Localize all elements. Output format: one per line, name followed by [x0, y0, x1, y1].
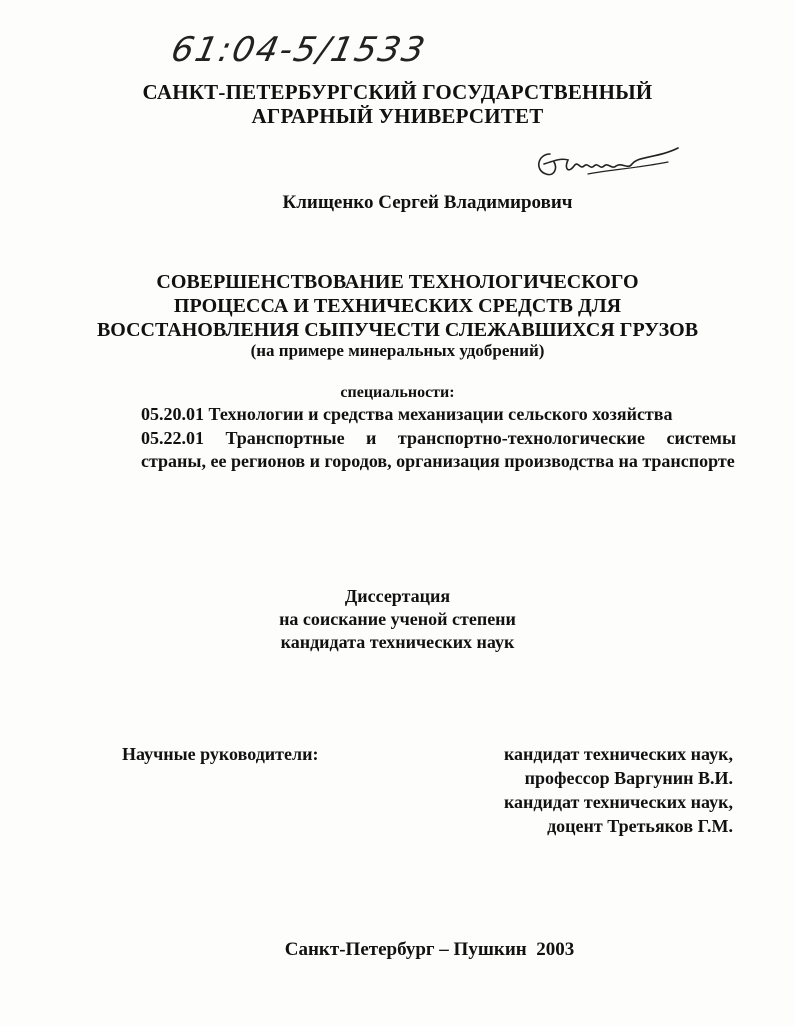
university-line-2: АГРАРНЫЙ УНИВЕРСИТЕТ — [251, 104, 544, 128]
signature — [528, 140, 688, 190]
advisor-2-name: доцент Третьяков Г.М. — [547, 816, 733, 836]
specialty-item-1: 05.20.01 Технологии и средства механизации сельского хозяйства — [141, 404, 673, 424]
title-line-1: СОВЕРШЕНСТВОВАНИЕ ТЕХНОЛОГИЧЕСКОГО — [156, 271, 639, 293]
advisors-label: Научные руководители: — [122, 744, 319, 764]
degree-line-3: кандидата технических наук — [280, 632, 515, 652]
signature-mark — [528, 140, 688, 190]
specialties-label: специальности: — [340, 384, 455, 401]
advisor-2-degree: кандидат технических наук, — [503, 792, 733, 812]
advisor-1-name: профессор Варгунин В.И. — [524, 768, 733, 788]
author-name: Клищенко Сергей Владимирович — [282, 192, 573, 213]
archive-code: 61:04-5/1533 — [167, 30, 431, 70]
degree-line-2: на соискание ученой степени — [279, 609, 516, 629]
title-line-2: ПРОЦЕССА И ТЕХНИЧЕСКИХ СРЕДСТВ ДЛЯ — [173, 295, 622, 317]
degree-line-1: Диссертация — [344, 586, 451, 606]
specialty-item-2: 05.22.01 Транспортные и транспортно-технологические системы страны, ее регионов и городов, организация производства на транспорте — [141, 428, 736, 471]
place-year: Санкт-Петербург – Пушкин 2003 — [284, 939, 575, 960]
university-line-1: САНКТ-ПЕТЕРБУРГСКИЙ ГОСУДАРСТВЕННЫЙ — [142, 80, 653, 104]
title-line-3: ВОССТАНОВЛЕНИЯ СЫПУЧЕСТИ СЛЕЖАВШИХСЯ ГРУЗОВ — [96, 319, 699, 341]
advisor-1-degree: кандидат технических наук, — [503, 744, 733, 764]
title-subtitle: (на примере минеральных удобрений) — [250, 341, 545, 360]
